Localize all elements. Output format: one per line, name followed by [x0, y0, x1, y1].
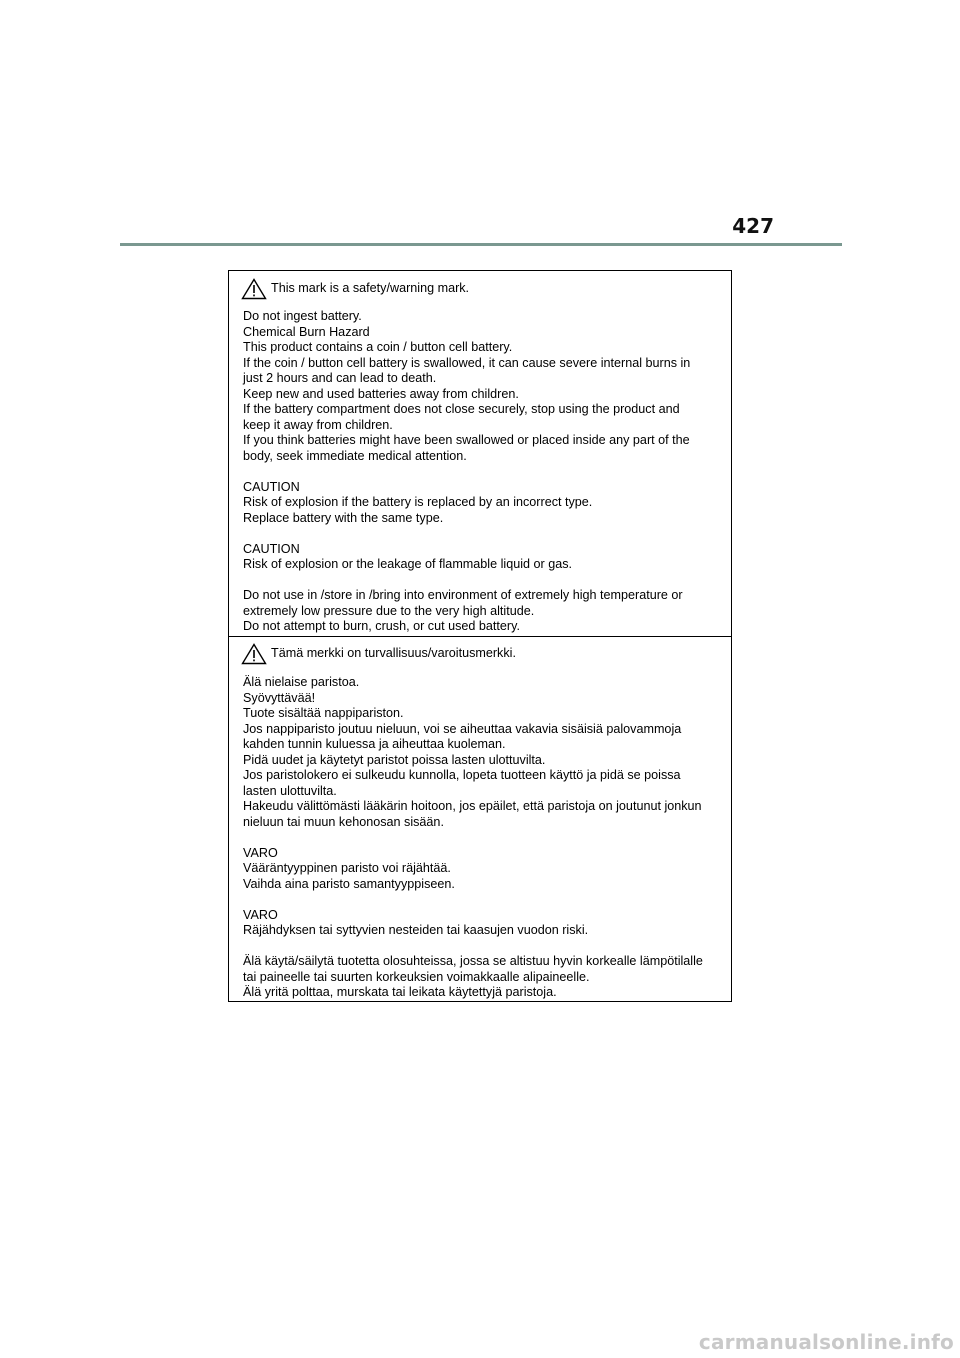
warning-text-line: Älä yritä polttaa, murskata tai leikata käytettyjä paristoja.: [243, 985, 557, 999]
warning-text-line: extremely low pressure due to the very high altitude.: [243, 603, 535, 618]
warning-text-line: Chemical Burn Hazard: [243, 324, 370, 339]
warning-text-line: Vääräntyyppinen paristo voi räjähtää.: [243, 861, 451, 875]
watermark-logo: carmanualsonline.info: [698, 1330, 954, 1354]
warning-text-line: Replace battery with the same type.: [243, 510, 444, 525]
warning-text-line: Do not ingest battery.: [243, 309, 362, 323]
warning-mark-line: [241, 278, 469, 300]
warning-text-line: just 2 hours and can lead to death.: [243, 371, 437, 385]
warning-text-line: body, seek immediate medical attention.: [243, 448, 467, 463]
warning-text-line: tai paineelle tai suurten korkeuksien voimakkaalle alipaineelle.: [243, 969, 590, 984]
warning-text-line: If you think batteries might have been swallowed or placed inside any part of the: [243, 433, 690, 447]
warning-text-line: keep it away from children.: [243, 417, 393, 432]
warning-text-line: Jos nappiparisto joutuu nieluun, voi se aiheuttaa vakavia sisäisiä palovammoja: [243, 721, 682, 736]
warning-text-line: Pidä uudet ja käytetyt paristot poissa lasten ulottuvilta.: [243, 752, 546, 767]
warning-text-line: If the coin / button cell battery is swallowed, it can cause severe internal burns in: [243, 355, 691, 370]
warning-text-line: Jos paristolokero ei sulkeudu kunnolla, lopeta tuotteen käyttö ja pidä se poissa: [243, 768, 681, 782]
warning-triangle-icon: [241, 643, 267, 665]
warning-text-line: nieluun tai muun kehonosan sisään.: [243, 814, 444, 829]
warning-mark-text: Tämä merkki on turvallisuus/varoitusmerkki.: [271, 646, 516, 661]
warning-text-line: VARO: [243, 845, 278, 860]
header-rule: [120, 243, 842, 246]
warning-text-line: Älä käytä/säilytä tuotetta olosuhteissa, jossa se altistuu hyvin korkealle lämpötilalle: [243, 954, 703, 968]
warning-text-line: CAUTION: [243, 479, 300, 494]
warning-text-line: Risk of explosion or the leakage of flammable liquid or gas.: [243, 557, 573, 571]
warning-text-line: Do not attempt to burn, crush, or cut used battery.: [243, 619, 520, 633]
warning-text-line: Tuote sisältää nappipariston.: [243, 706, 404, 720]
warning-mark-text: This mark is a safety/warning mark.: [271, 281, 470, 296]
warning-triangle-icon: [241, 278, 267, 300]
warning-text-line: Syövyttävää!: [243, 690, 316, 705]
warning-text-line: VARO: [243, 907, 278, 922]
warning-text-line: Risk of explosion if the battery is replaced by an incorrect type.: [243, 495, 593, 509]
warning-text-line: Älä nielaise paristoa.: [243, 675, 360, 689]
page-number: 427: [732, 214, 774, 238]
warning-text-line: This product contains a coin / button cell battery.: [243, 340, 513, 354]
warning-text-line: Do not use in /store in /bring into environment of extremely high temperature or: [243, 588, 683, 602]
warning-text-line: Keep new and used batteries away from children.: [243, 386, 519, 401]
warning-box-finnish: [228, 636, 732, 1002]
warning-mark-line: [241, 643, 516, 665]
warning-text-line: If the battery compartment does not close securely, stop using the product and: [243, 402, 680, 416]
warning-text-line: kahden tunnin kuluessa ja aiheuttaa kuoleman.: [243, 737, 506, 751]
warning-text-line: CAUTION: [243, 541, 300, 556]
warning-text-line: Vaihda aina paristo samantyyppiseen.: [243, 876, 455, 891]
warning-box-english: [228, 270, 732, 636]
warning-text-line: Räjähdyksen tai syttyvien nesteiden tai kaasujen vuodon riski.: [243, 923, 589, 937]
warning-text-line: lasten ulottuvilta.: [243, 783, 337, 798]
warning-text-line: Hakeudu välittömästi lääkärin hoitoon, jos epäilet, että paristoja on joutunut jonkun: [243, 799, 702, 813]
